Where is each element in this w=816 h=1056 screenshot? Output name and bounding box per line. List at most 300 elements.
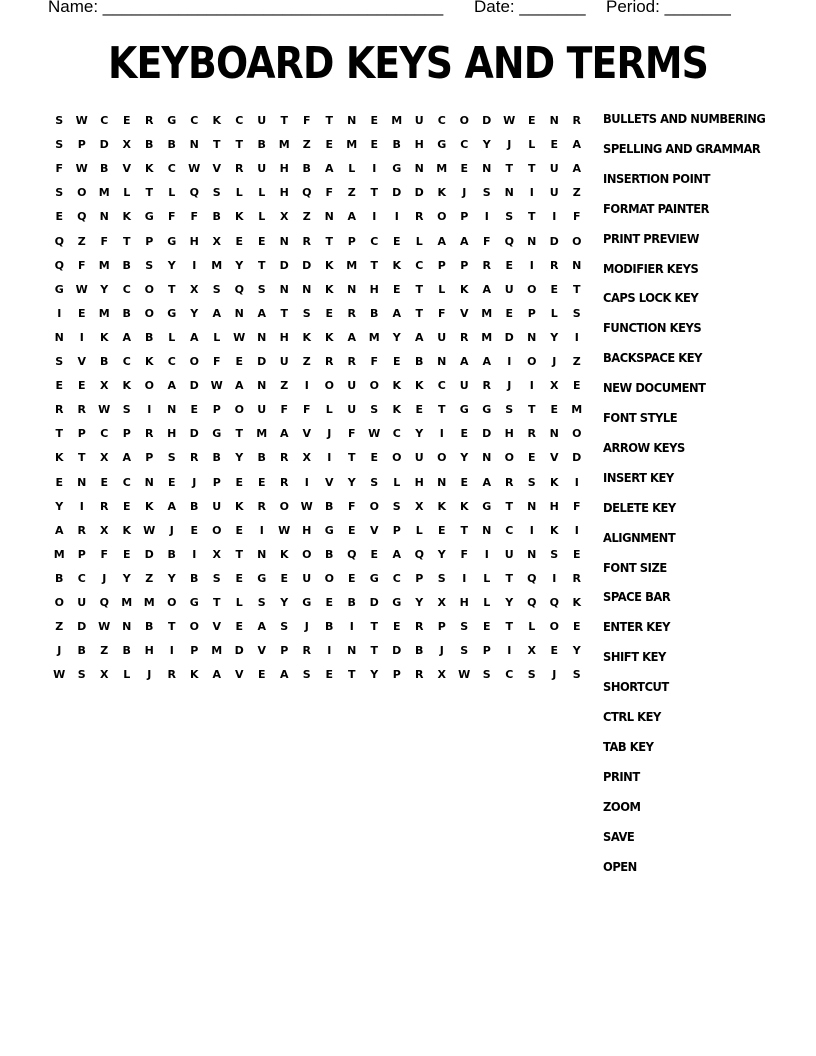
grid-letter: L (415, 234, 423, 248)
grid-letter: E (55, 475, 63, 489)
grid-letter: P (145, 451, 154, 465)
grid-letter: K (324, 282, 334, 296)
grid-row (48, 111, 588, 135)
grid-letter: J (507, 379, 512, 393)
grid-letter: S (167, 451, 176, 465)
grid-letter: A (572, 162, 581, 176)
grid-letter: K (549, 523, 559, 537)
grid-letter: Q (54, 234, 64, 248)
grid-letter: B (167, 547, 176, 561)
grid-letter: O (144, 379, 154, 393)
grid-letter: A (392, 306, 401, 320)
grid-letter: U (504, 547, 514, 561)
grid-letter: O (549, 620, 559, 634)
grid-letter: A (122, 330, 131, 344)
grid-row (48, 448, 588, 472)
grid-letter: U (212, 499, 222, 513)
grid-letter: E (325, 306, 333, 320)
grid-letter: B (190, 571, 199, 585)
grid-letter: I (529, 379, 534, 393)
grid-letter: V (212, 162, 221, 176)
grid-letter: J (507, 138, 512, 152)
grid-letter: Y (190, 306, 199, 320)
grid-letter: O (167, 596, 177, 609)
grid-letter: M (121, 596, 133, 609)
grid-letter: H (279, 186, 289, 200)
grid-letter: E (572, 379, 581, 393)
grid-row (48, 593, 588, 617)
grid-letter: I (259, 523, 264, 537)
grid-letter: K (324, 258, 334, 272)
grid-letter: E (235, 475, 243, 489)
grid-letter: E (347, 523, 356, 537)
grid-letter: W (503, 114, 516, 127)
grid-letter: Q (504, 234, 514, 248)
grid-letter: H (549, 499, 559, 513)
grid-letter: T (505, 499, 513, 513)
grid-letter: T (415, 306, 423, 320)
grid-letter: D (99, 138, 109, 152)
grid-letter: E (370, 138, 378, 152)
grid-letter: D (414, 186, 424, 200)
grid-letter: H (189, 234, 199, 248)
grid-letter: O (437, 451, 447, 465)
grid-row (48, 545, 588, 569)
grid-letter: T (505, 620, 513, 634)
grid-letter: Y (482, 138, 491, 152)
grid-letter: B (145, 138, 154, 152)
grid-letter: T (212, 138, 221, 152)
grid-letter: Y (460, 451, 469, 465)
grid-letter: A (414, 330, 424, 344)
grid-letter: M (346, 138, 358, 152)
grid-letter: S (257, 282, 266, 296)
grid-letter: K (549, 475, 559, 489)
grid-letter: E (257, 234, 266, 248)
grid-letter: R (415, 210, 424, 224)
grid-letter: O (77, 186, 87, 200)
grid-letter: J (147, 668, 152, 682)
grid-letter: S (55, 355, 64, 368)
grid-letter: O (212, 523, 222, 537)
grid-letter: Y (122, 571, 131, 585)
grid-letter: J (552, 668, 557, 682)
grid-letter: B (77, 644, 86, 658)
grid-letter: T (527, 162, 536, 176)
grid-letter: C (415, 258, 424, 272)
grid-row (48, 641, 588, 665)
grid-letter: N (279, 234, 289, 248)
grid-letter: E (190, 523, 198, 537)
grid-letter: N (54, 330, 64, 344)
grid-letter: M (481, 330, 493, 344)
grid-letter: I (79, 499, 84, 513)
grid-letter: G (459, 403, 469, 417)
grid-letter: S (212, 186, 221, 200)
grid-row (48, 256, 588, 280)
grid-letter: E (572, 620, 581, 634)
grid-letter: O (279, 499, 289, 513)
grid-letter: D (234, 644, 244, 658)
grid-letter: O (392, 451, 402, 465)
grid-letter: E (460, 475, 468, 489)
grid-letter: R (460, 330, 469, 344)
grid-letter: W (53, 668, 66, 682)
grid-letter: F (302, 403, 311, 417)
grid-letter: I (394, 210, 399, 224)
grid-letter: G (437, 138, 447, 152)
grid-letter: E (550, 138, 558, 152)
grid-letter: G (212, 427, 222, 441)
grid-letter: I (552, 571, 557, 585)
grid-letter: N (257, 547, 267, 561)
grid-letter: B (145, 620, 154, 634)
grid-letter: N (257, 379, 267, 393)
grid-letter: M (436, 162, 448, 176)
grid-letter: F (347, 427, 356, 441)
grid-row (48, 521, 588, 545)
grid-letter: I (192, 258, 197, 272)
grid-letter: I (462, 571, 467, 585)
grid-row (48, 304, 588, 328)
grid-letter: O (189, 355, 199, 368)
grid-letter: J (462, 186, 467, 200)
grid-letter: S (55, 114, 64, 127)
grid-letter: G (167, 306, 177, 320)
grid-letter: E (347, 571, 356, 585)
grid-letter: Y (415, 596, 424, 609)
grid-letter: B (145, 330, 154, 344)
date-field: Date: _______ (474, 0, 586, 16)
grid-letter: N (324, 210, 334, 224)
grid-letter: R (145, 114, 154, 127)
grid-letter: S (55, 138, 64, 152)
grid-letter: E (235, 355, 243, 368)
grid-letter: S (572, 306, 581, 320)
grid-letter: C (100, 114, 109, 127)
grid-letter: X (550, 379, 559, 393)
grid-letter: P (460, 258, 469, 272)
word-list-item: SAVE (603, 828, 635, 844)
grid-letter: O (527, 282, 537, 296)
grid-letter: L (258, 210, 266, 224)
grid-letter: O (302, 547, 312, 561)
grid-letter: O (144, 306, 154, 320)
grid-letter: T (527, 210, 536, 224)
grid-letter: R (167, 668, 176, 682)
grid-letter: A (122, 451, 131, 465)
grid-letter: F (190, 210, 198, 224)
grid-letter: X (280, 210, 289, 224)
grid-letter: S (460, 644, 469, 658)
grid-letter: G (54, 282, 64, 296)
grid-letter: T (370, 620, 378, 634)
word-list-item: PRINT (603, 768, 640, 784)
grid-row (48, 232, 588, 256)
grid-letter: A (167, 499, 176, 513)
grid-letter: U (347, 379, 357, 393)
grid-letter: A (212, 668, 221, 682)
grid-letter: C (460, 138, 469, 152)
grid-letter: H (144, 644, 154, 658)
grid-letter: G (482, 499, 492, 513)
grid-letter: P (415, 571, 424, 585)
grid-letter: T (415, 282, 423, 296)
grid-letter: I (79, 330, 84, 344)
grid-row (48, 665, 588, 689)
grid-letter: T (572, 282, 581, 296)
grid-letter: C (167, 162, 176, 176)
grid-letter: E (572, 547, 581, 561)
grid-letter: E (415, 403, 423, 417)
grid-letter: E (167, 475, 176, 489)
grid-letter: K (99, 330, 109, 344)
grid-letter: P (460, 210, 469, 224)
grid-letter: C (122, 282, 131, 296)
grid-letter: Z (302, 355, 311, 368)
grid-letter: A (437, 234, 446, 248)
grid-letter: N (302, 282, 312, 296)
grid-letter: L (528, 138, 536, 152)
word-list-item: SPACE BAR (603, 589, 671, 605)
grid-letter: A (257, 306, 266, 320)
grid-letter: N (527, 547, 537, 561)
grid-row (48, 400, 588, 424)
word-list-item: MODIFIER KEYS (603, 260, 699, 276)
grid-letter: C (392, 427, 401, 441)
grid-letter: P (212, 475, 221, 489)
grid-letter: P (437, 258, 446, 272)
grid-letter: D (144, 547, 154, 561)
grid-letter: B (347, 596, 356, 609)
grid-letter: E (55, 210, 63, 224)
grid-letter: I (507, 355, 512, 368)
grid-letter: T (212, 596, 221, 609)
grid-letter: E (527, 114, 536, 127)
grid-letter: L (168, 186, 176, 200)
grid-letter: P (482, 644, 491, 658)
grid-letter: C (505, 523, 514, 537)
grid-letter: N (437, 475, 447, 489)
word-list-item: ALIGNMENT (603, 529, 676, 545)
word-list-item: ZOOM (603, 798, 641, 814)
grid-letter: N (279, 282, 289, 296)
grid-letter: C (122, 475, 131, 489)
grid-letter: W (75, 162, 88, 176)
grid-letter: N (347, 282, 357, 296)
grid-letter: N (527, 234, 537, 248)
word-list-item: BULLETS AND NUMBERING (603, 111, 766, 126)
grid-letter: I (484, 547, 489, 561)
grid-letter: S (527, 668, 536, 682)
grid-letter: Q (234, 282, 244, 296)
grid-letter: W (75, 114, 88, 127)
grid-letter: T (370, 644, 378, 658)
grid-letter: T (235, 547, 243, 561)
grid-row (48, 497, 588, 521)
grid-letter: M (211, 644, 223, 658)
grid-letter: O (369, 379, 379, 393)
grid-letter: B (302, 162, 311, 176)
grid-row (48, 280, 588, 304)
grid-letter: K (144, 355, 154, 368)
grid-letter: D (392, 644, 402, 658)
grid-letter: W (98, 620, 111, 634)
grid-letter: S (550, 547, 559, 561)
grid-letter: H (369, 282, 379, 296)
grid-letter: G (392, 162, 402, 176)
grid-letter: K (392, 379, 402, 393)
grid-letter: R (325, 355, 334, 368)
grid-letter: N (549, 114, 559, 127)
grid-letter: S (145, 258, 154, 272)
grid-letter: P (527, 306, 536, 320)
grid-letter: K (234, 210, 244, 224)
grid-letter: E (280, 571, 288, 585)
grid-letter: L (550, 306, 558, 320)
grid-letter: F (280, 403, 288, 417)
grid-letter: Y (167, 571, 176, 585)
grid-letter: K (572, 596, 582, 609)
grid-letter: X (190, 282, 199, 296)
grid-letter: R (280, 451, 289, 465)
grid-letter: E (505, 258, 513, 272)
grid-letter: V (302, 427, 311, 441)
grid-letter: Z (572, 186, 581, 200)
grid-letter: L (393, 475, 401, 489)
grid-letter: M (143, 596, 155, 609)
grid-letter: M (368, 330, 380, 344)
grid-letter: Y (572, 644, 581, 658)
grid-letter: Z (145, 571, 154, 585)
grid-letter: A (482, 475, 491, 489)
grid-letter: I (327, 451, 332, 465)
grid-row (48, 328, 588, 352)
grid-letter: C (437, 379, 446, 393)
grid-letter: Y (370, 668, 379, 682)
grid-letter: L (348, 162, 356, 176)
grid-letter: N (414, 162, 424, 176)
grid-letter: O (234, 403, 244, 417)
grid-letter: I (169, 644, 174, 658)
grid-letter: S (482, 668, 491, 682)
grid-letter: E (370, 547, 378, 561)
grid-letter: A (54, 523, 64, 537)
word-list-item: FONT SIZE (603, 559, 667, 575)
grid-letter: C (167, 355, 176, 368)
grid-row (48, 352, 588, 376)
grid-letter: C (505, 668, 514, 682)
grid-letter: G (167, 234, 177, 248)
grid-letter: Y (550, 330, 559, 344)
grid-letter: D (504, 330, 514, 344)
grid-letter: Q (527, 571, 537, 585)
grid-letter: E (460, 427, 468, 441)
grid-letter: E (55, 379, 63, 393)
grid-letter: T (370, 186, 378, 200)
grid-letter: O (369, 499, 379, 513)
grid-letter: G (392, 596, 402, 609)
word-list-item: SHORTCUT (603, 679, 669, 695)
grid-letter: P (392, 668, 401, 682)
grid-row (48, 424, 588, 448)
grid-letter: I (439, 427, 444, 441)
grid-letter: L (258, 186, 266, 200)
grid-letter: I (372, 162, 377, 176)
grid-letter: N (99, 210, 109, 224)
grid-letter: N (122, 620, 132, 634)
grid-letter: A (167, 379, 176, 393)
grid-letter: A (257, 620, 266, 634)
grid-letter: Y (55, 499, 64, 513)
grid-letter: F (572, 499, 581, 513)
grid-letter: L (123, 668, 131, 682)
grid-letter: K (324, 330, 334, 344)
grid-letter: E (460, 162, 468, 176)
grid-letter: O (324, 571, 334, 585)
grid-letter: I (349, 620, 354, 634)
grid-letter: T (77, 451, 86, 465)
grid-letter: R (190, 451, 199, 465)
grid-letter: R (505, 475, 514, 489)
grid-row (48, 183, 588, 207)
grid-letter: M (391, 114, 403, 127)
grid-letter: F (77, 258, 86, 272)
grid-letter: B (100, 162, 109, 176)
grid-letter: B (392, 138, 401, 152)
grid-letter: X (527, 644, 536, 658)
grid-letter: T (55, 427, 63, 441)
grid-letter: F (437, 306, 446, 320)
grid-letter: P (77, 427, 86, 441)
grid-letter: X (437, 668, 446, 682)
grid-letter: H (167, 427, 177, 441)
grid-letter: X (212, 234, 221, 248)
grid-letter: F (325, 186, 333, 200)
grid-letter: J (327, 427, 332, 441)
word-list-item: TAB KEY (603, 738, 654, 754)
grid-letter: N (347, 644, 357, 658)
grid-letter: Z (55, 620, 64, 634)
grid-letter: U (504, 282, 514, 296)
grid-letter: N (77, 475, 87, 489)
word-list-item: SPELLING AND GRAMMAR (603, 140, 761, 156)
grid-letter: D (549, 234, 559, 248)
grid-letter: V (369, 523, 379, 537)
worksheet-header (0, 0, 816, 21)
grid-letter: R (482, 258, 491, 272)
grid-letter: N (437, 355, 447, 368)
grid-letter: O (54, 596, 64, 609)
grid-letter: D (482, 114, 492, 127)
grid-letter: K (144, 162, 154, 176)
grid-letter: K (189, 668, 199, 682)
grid-letter: I (529, 186, 534, 200)
grid-letter: R (347, 306, 356, 320)
grid-letter: G (302, 596, 312, 609)
grid-letter: E (190, 403, 198, 417)
grid-letter: T (280, 114, 288, 127)
grid-letter: W (210, 379, 223, 393)
grid-letter: A (212, 306, 221, 320)
grid-letter: A (279, 668, 289, 682)
grid-letter: E (370, 114, 378, 127)
grid-letter: Y (235, 258, 244, 272)
grid-letter: P (77, 138, 86, 152)
grid-letter: E (392, 620, 401, 634)
grid-letter: L (168, 330, 176, 344)
grid-letter: M (98, 186, 110, 200)
